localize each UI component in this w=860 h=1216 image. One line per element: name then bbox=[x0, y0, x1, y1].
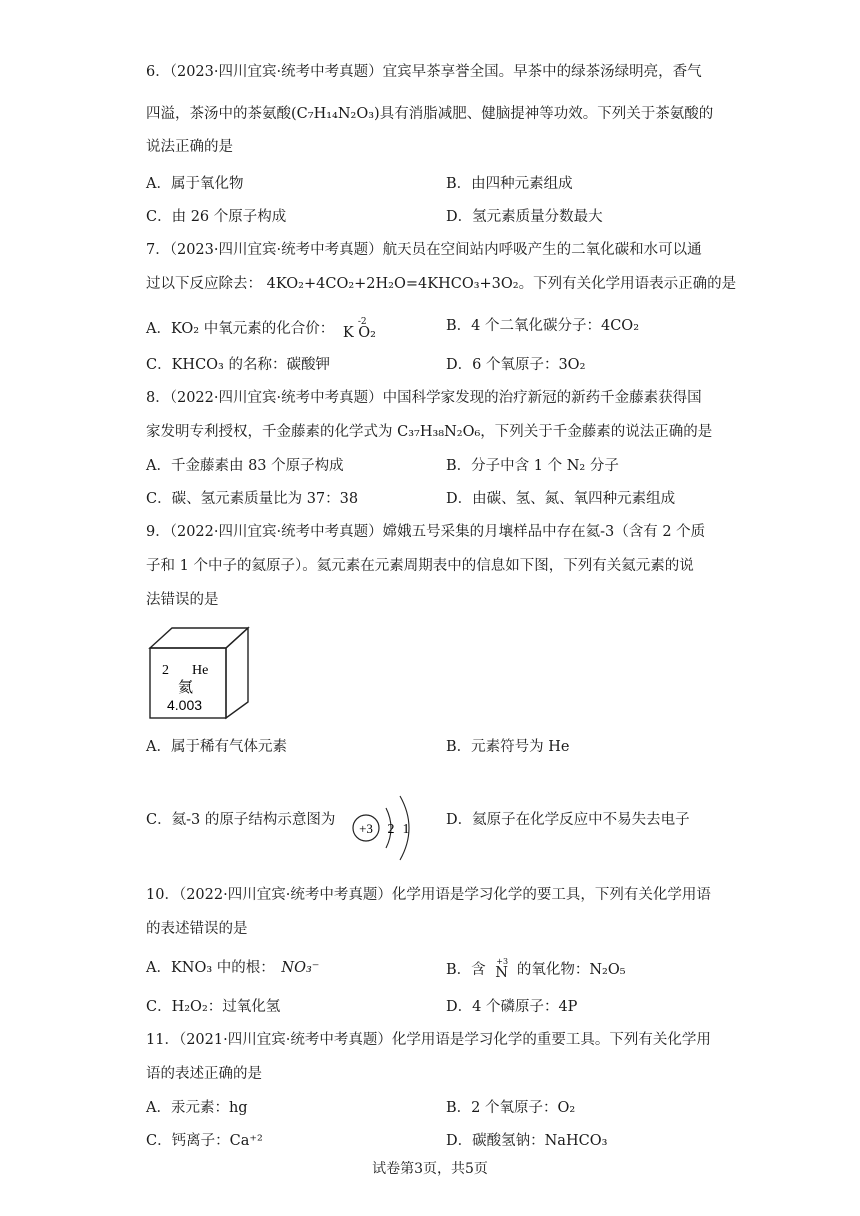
q6-line-1: 6．（2023·四川宜宾·统考中考真题）宜宾早茶享誉全国。早茶中的绿茶汤绿明亮，香气 bbox=[146, 64, 702, 80]
q9-line-2: 子和 1 个中子的氦原子）。氦元素在元素周期表中的信息如下图，下列有关氦元素的说 bbox=[146, 558, 694, 574]
q10-line-1: 10．（2022·四川宜宾·统考中考真题）化学用语是学习化学的要工具，下列有关化学用语 bbox=[146, 887, 711, 903]
atom-shell-1: 2 bbox=[387, 822, 395, 837]
element-number: 2 bbox=[162, 663, 169, 678]
element-symbol: He bbox=[192, 663, 209, 678]
q11-line-1: 11．（2021·四川宜宾·统考中考真题）化学用语是学习化学的重要工具。下列有关化学用 bbox=[146, 1032, 711, 1048]
q8-line-2: 家发明专利授权，千金藤素的化学式为 C₃₇H₃₈N₂O₆，下列关于千金藤素的说法正确的是 bbox=[146, 424, 713, 440]
atom-shell-2: 1 bbox=[402, 822, 410, 837]
helium-element-cube bbox=[146, 624, 250, 720]
element-name: 氦 bbox=[178, 678, 194, 696]
q10-option-b bbox=[446, 958, 626, 982]
q8-option-a: A．千金藤素由 83 个原子构成 bbox=[146, 458, 344, 474]
valence-formula-text: K O₂ bbox=[342, 325, 376, 341]
q11-line-2: 语的表述正确的是 bbox=[146, 1066, 262, 1082]
page-footer: 试卷第3页，共5页 bbox=[372, 1161, 488, 1177]
nitrogen-symbol: N bbox=[495, 965, 508, 981]
q7-line-1: 7．（2023·四川宜宾·统考中考真题）航天员在空间站内呼吸产生的二氧化碳和水可以通 bbox=[146, 242, 702, 258]
nitrogen-charge: +3 bbox=[496, 957, 509, 966]
q6-option-c: C．由 26 个原子构成 bbox=[146, 209, 287, 225]
q8-option-c: C．碳、氢元素质量比为 37：38 bbox=[146, 491, 359, 507]
q10-line-2: 的表述错误的是 bbox=[146, 921, 248, 937]
atom-nucleus: +3 bbox=[359, 821, 373, 836]
nitrogen-valence bbox=[492, 958, 510, 982]
q9-option-a: A．属于稀有气体元素 bbox=[146, 739, 287, 755]
q8-option-b: B．分子中含 1 个 N₂ 分子 bbox=[446, 458, 619, 474]
q7-option-b: B．4 个二氧化碳分子：4CO₂ bbox=[446, 318, 640, 334]
q11-option-d: D．碳酸氢钠：NaHCO₃ bbox=[446, 1133, 608, 1149]
helium3-atom-diagram bbox=[350, 790, 430, 866]
q6-line-2: 四溢，茶汤中的茶氨酸(C₇H₁₄N₂O₃)具有消脂减肥、健脑提神等功效。下列关于茶氨酸的 bbox=[146, 106, 714, 122]
q10-option-a bbox=[146, 958, 319, 978]
q10-option-d: D．4 个磷原子：4P bbox=[446, 999, 578, 1015]
q11-option-a: A．汞元素：hg bbox=[146, 1100, 248, 1116]
q6-line-3: 说法正确的是 bbox=[146, 139, 233, 155]
q6-option-d: D．氢元素质量分数最大 bbox=[446, 209, 603, 225]
q7-option-c: C．KHCO₃ 的名称：碳酸钾 bbox=[146, 357, 330, 373]
valence-formula bbox=[342, 316, 376, 342]
q7-option-d: D．6 个氧原子：3O₂ bbox=[446, 357, 586, 373]
q11-option-c: C．钙离子：Ca⁺² bbox=[146, 1133, 263, 1149]
q7-option-a bbox=[146, 316, 376, 342]
nitrate-ion: NO₃⁻ bbox=[281, 960, 320, 976]
q10-option-c: C．H₂O₂：过氧化氢 bbox=[146, 999, 281, 1015]
valence-charge: -2 bbox=[357, 317, 367, 327]
q9-option-d: D．氦原子在化学反应中不易失去电子 bbox=[446, 812, 690, 828]
q7-option-a-text: A．KO₂ 中氧元素的化合价： bbox=[146, 321, 335, 337]
q9-option-c: C．氦-3 的原子结构示意图为 bbox=[146, 812, 336, 828]
q7-line-2: 过以下反应除去： 4KO₂+4CO₂+2H₂O=4KHCO₃+3O₂。下列有关化学用语表示正确的是 bbox=[146, 276, 737, 292]
q9-line-1: 9．（2022·四川宜宾·统考中考真题）嫦娥五号采集的月壤样品中存在氦-3（含有 2 个质 bbox=[146, 524, 706, 540]
element-mass: 4.003 bbox=[167, 697, 203, 713]
q8-line-1: 8．（2022·四川宜宾·统考中考真题）中国科学家发现的治疗新冠的新药千金藤素获得国 bbox=[146, 390, 702, 406]
q11-option-b: B．2 个氧原子：O₂ bbox=[446, 1100, 576, 1116]
q8-option-d: D．由碳、氢、氮、氧四种元素组成 bbox=[446, 491, 676, 507]
q6-option-a: A．属于氧化物 bbox=[146, 176, 244, 192]
q10-option-b-tail: 的氧化物：N₂O₅ bbox=[516, 962, 626, 978]
q9-option-b: B．元素符号为 He bbox=[446, 739, 570, 755]
q10-option-b-text: B．含 bbox=[446, 962, 486, 978]
q10-option-a-text: A．KNO₃ 中的根： bbox=[146, 960, 275, 976]
q9-line-3: 法错误的是 bbox=[146, 592, 219, 608]
q6-option-b: B．由四种元素组成 bbox=[446, 176, 573, 192]
